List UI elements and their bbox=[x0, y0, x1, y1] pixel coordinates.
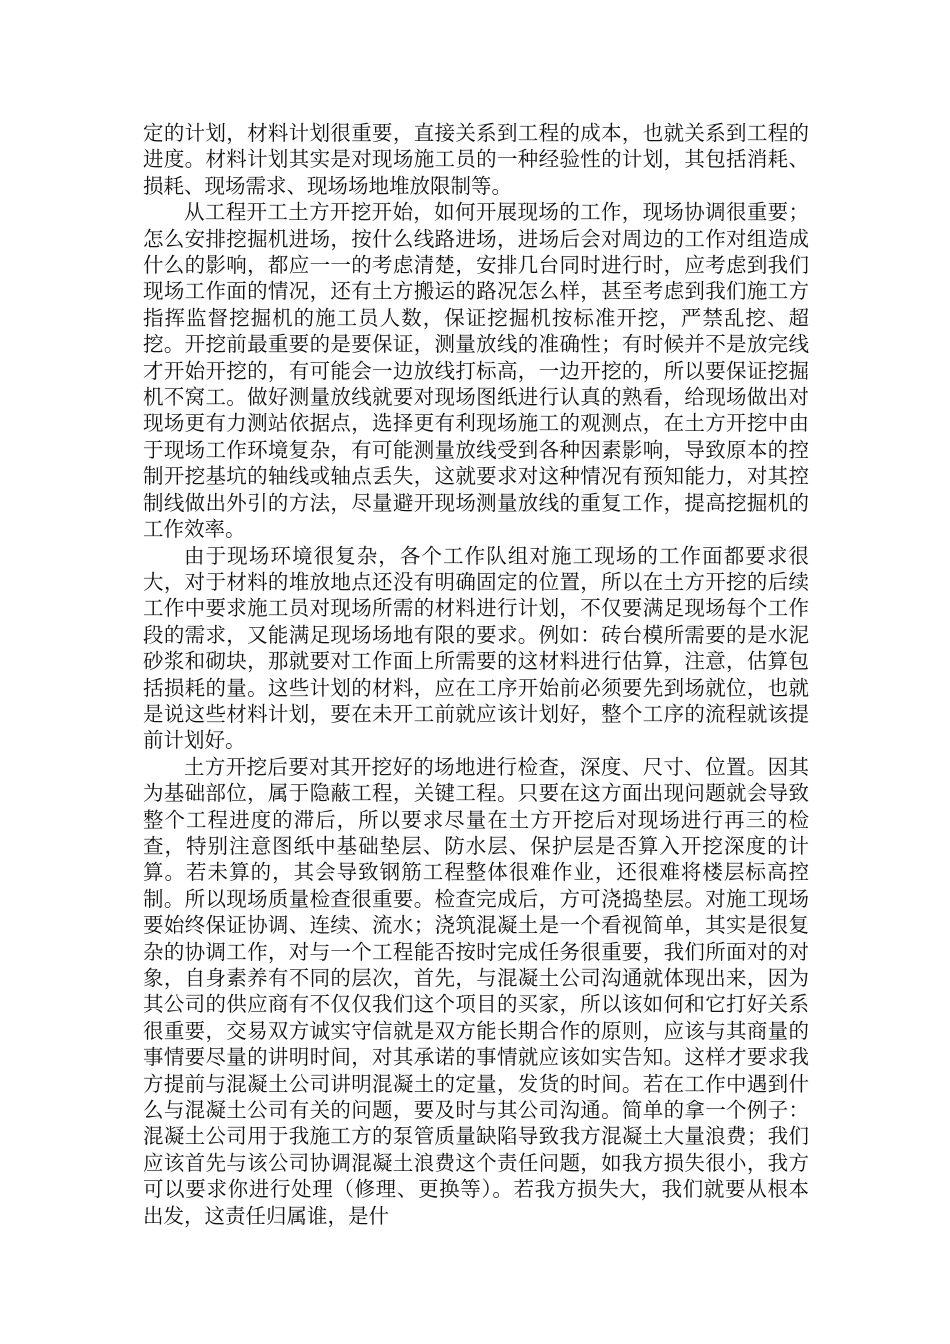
paragraph-2: 从工程开工土方开挖开始，如何开展现场的工作，现场协调很重要；怎么安排挖掘机进场，按什么线路进场，进场后会对周边的工作对组造成什么的影响，都应一一的考虑清楚，安排几台同时进行时，应考虑到我们现场工作面的情况，还有土方搬运的路况怎么样，甚至考虑到我们施工方指挥监督挖掘机的施工员人数，保证挖掘机按标准开挖，严禁乱挖、超挖。开挖前最重要的是要保证，测量放线的准确性；有时候并不是放完线才开始开挖的，有可能会一边放线打标高，一边开挖的，所以要保证挖掘机不窝工。做好测量放线就要对现场图纸进行认真的熟看，给现场做出对现场更有力测站依据点，选择更有利现场施工的观测点，在土方开挖中由于现场工作环境复杂，有可能测量放线受到各种因素影响，导致原本的控制开挖基坑的轴线或轴点丢失，这就要求对这种情况有预知能力，对其控制线做出外引的方法，尽量避开现场测量放线的重复工作，提高挖掘机的工作效率。 bbox=[143, 200, 809, 542]
paragraph-4: 土方开挖后要对其开挖好的场地进行检查，深度、尺寸、位置。因其为基础部位，属于隐蔽工程，关键工程。只要在这方面出现问题就会导致整个工程进度的滞后，所以要求尽量在土方开挖后对现场进行再三的检查，特别注意图纸中基础垫层、防水层、保护层是否算入开挖深度的计算。若未算的，其会导致钢筋工程整体很难作业，还很难将楼层标高控制。所以现场质量检查很重要。检查完成后，方可浇捣垫层。对施工现场要始终保证协调、连续、流水；浇筑混凝土是一个看视简单，其实是很复杂的协调工作，对与一个工程能否按时完成任务很重要，我们所面对的对象，自身素养有不同的层次，首先，与混凝土公司沟通就体现出来，因为其公司的供应商有不仅仅我们这个项目的买家，所以该如何和它打好关系很重要，交易双方诚实守信就是双方能长期合作的原则，应该与其商量的事情要尽量的讲明时间，对其承诺的事情就应该如实告知。这样才要求我方提前与混凝土公司讲明混凝土的定量，发货的时间。若在工作中遇到什么与混凝土公司有关的问题，要及时与其公司沟通。简单的拿一个例子：混凝土公司用于我施工方的泵管质量缺陷导致我方混凝土大量浪费；我们应该首先与该公司协调混凝土浪费这个责任问题，如我方损失很小，我方可以要求你进行处理（修理、更换等）。若我方损失大，我们就要从根本出发，这责任归属谁，是什 bbox=[143, 754, 809, 1228]
paragraph-3: 由于现场环境很复杂，各个工作队组对施工现场的工作面都要求很大，对于材料的堆放地点还没有明确固定的位置，所以在土方开挖的后续工作中要求施工员对现场所需的材料进行计划，不仅要满足现场每个工作段的需求，又能满足现场场地有限的要求。例如：砖台模所需要的是水泥砂浆和砌块，那就要对工作面上所需要的这材料进行估算，注意，估算包括损耗的量。这些计划的材料，应在工序开始前必须要先到场就位，也就是说这些材料计划，要在未开工前就应该计划好，整个工序的流程就该提前计划好。 bbox=[143, 543, 809, 753]
paragraph-1: 定的计划，材料计划很重要，直接关系到工程的成本，也就关系到工程的进度。材料计划其实是对现场施工员的一种经验性的计划，其包括消耗、损耗、现场需求、现场场地堆放限制等。 bbox=[143, 121, 809, 198]
document-page bbox=[143, 120, 809, 1229]
